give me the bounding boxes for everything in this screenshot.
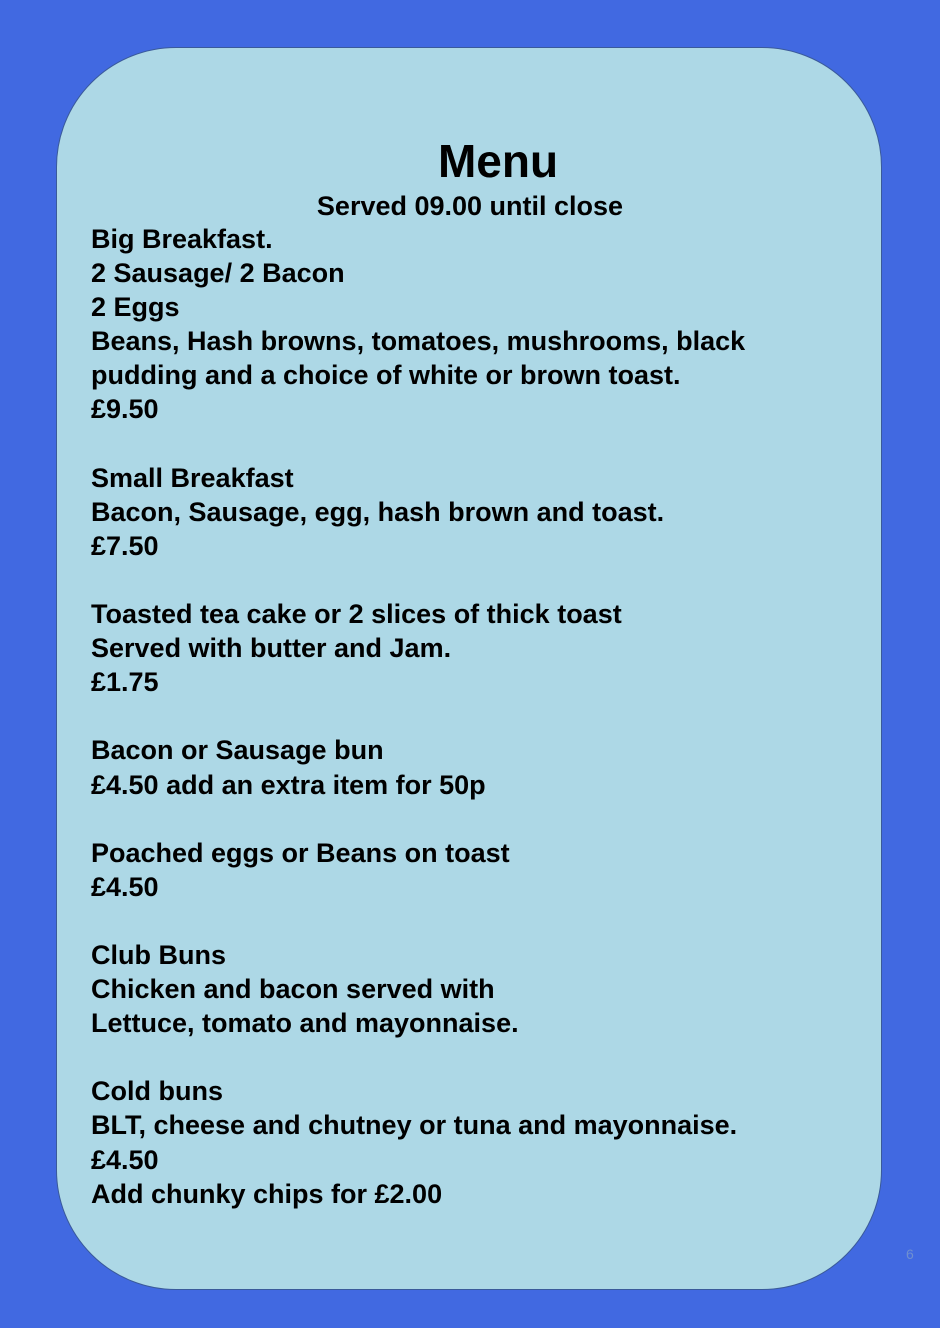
menu-subtitle: Served 09.00 until close <box>316 191 624 221</box>
menu-content <box>91 222 871 1211</box>
menu-item-cold-buns <box>91 1074 871 1210</box>
menu-item-description: pudding and a choice of white or brown toast. <box>91 360 681 391</box>
menu-item-name: Bacon or Sausage bun <box>91 735 384 766</box>
menu-item-description: Beans, Hash browns, tomatoes, mushrooms, black <box>91 326 746 357</box>
menu-item-bacon-sausage-bun <box>91 733 871 801</box>
menu-item-description: 2 Sausage/ 2 Bacon <box>91 258 345 289</box>
menu-item-description: Served with butter and Jam. <box>91 633 452 664</box>
menu-item-extra: Add chunky chips for £2.00 <box>91 1178 443 1209</box>
menu-item-name: Cold buns <box>91 1076 223 1107</box>
menu-item-name: Big Breakfast. <box>91 224 273 254</box>
menu-item-club-buns <box>91 938 871 1040</box>
page-number: 6 <box>906 1246 914 1262</box>
menu-item-description: BLT, cheese and chutney or tuna and mayonnaise. <box>91 1110 738 1141</box>
menu-item-toast <box>91 597 871 699</box>
menu-item-small-breakfast <box>91 461 871 563</box>
menu-item-name: Poached eggs or Beans on toast <box>91 837 510 868</box>
menu-item-eggs-beans-toast <box>91 836 871 904</box>
menu-item-description: Bacon, Sausage, egg, hash brown and toast. <box>91 496 665 527</box>
menu-item-big-breakfast <box>91 222 871 427</box>
menu-item-description: Chicken and bacon served with <box>91 974 495 1005</box>
menu-item-name: Toasted tea cake or 2 slices of thick toast <box>91 599 622 630</box>
menu-item-price: £7.50 <box>91 530 159 561</box>
menu-item-name: Small Breakfast <box>91 462 294 493</box>
menu-item-price: £1.75 <box>91 667 159 698</box>
menu-item-description: 2 Eggs <box>91 292 180 323</box>
menu-title: Menu <box>437 135 559 187</box>
menu-item-price: £9.50 <box>91 394 159 425</box>
menu-item-price: £4.50 <box>91 1144 159 1175</box>
menu-item-name: Club Buns <box>91 939 226 970</box>
menu-item-price: £4.50 <box>91 871 159 902</box>
menu-item-description: Lettuce, tomato and mayonnaise. <box>91 1008 519 1039</box>
menu-item-price: £4.50 add an extra item for 50p <box>91 769 486 800</box>
